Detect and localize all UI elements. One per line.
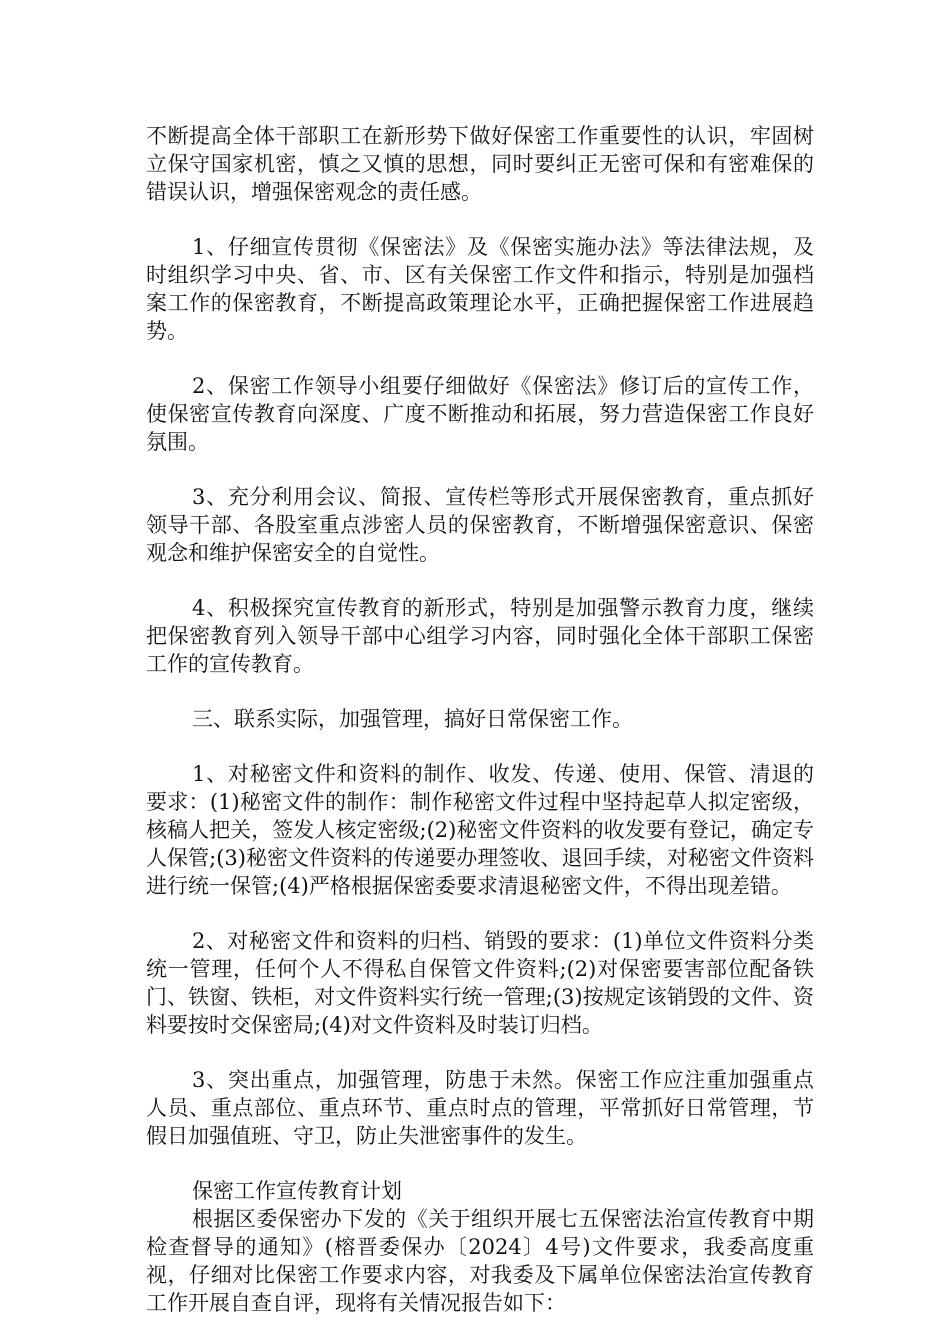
- plan-title: 保密工作宣传教育计划: [192, 1179, 402, 1203]
- paragraph-intro: 不断提高全体干部职工在新形势下做好保密工作重要性的认识，牢固树立保守国家机密，慎之又慎的思想，同时要纠正无密可保和有密难保的错误认识，增强保密观念的责任感。: [146, 124, 814, 204]
- paragraph-section3-item-1: 1、对秘密文件和资料的制作、收发、传递、使用、保管、清退的要求：(1)秘密文件的制作：制作秘密文件过程中坚持起草人拟定密级，核稿人把关，签发人核定密级;(2)秘密文件资料的收发要有登记，确定专人保管;(3)秘密文件资料的传递要办理签收、退回手续，对秘密文件资料进行统一保管;(4)严格根据保密委要求清退秘密文件，不得出现差错。: [146, 762, 814, 898]
- paragraph-item-3: 3、充分利用会议、简报、宣传栏等形式开展保密教育，重点抓好领导干部、各股室重点涉密人员的保密教育，不断增强保密意识、保密观念和维护保密安全的自觉性。: [146, 485, 814, 565]
- paragraph-item-2: 2、保密工作领导小组要仔细做好《保密法》修订后的宣传工作，使保密宣传教育向深度、广度不断推动和拓展，努力营造保密工作良好氛围。: [146, 374, 814, 454]
- section-heading-3: 三、联系实际，加强管理，搞好日常保密工作。: [192, 707, 633, 731]
- paragraph-item-4: 4、积极探究宣传教育的新形式，特别是加强警示教育力度，继续把保密教育列入领导干部中心组学习内容，同时强化全体干部职工保密工作的宣传教育。: [146, 596, 814, 676]
- paragraph-item-1: 1、仔细宣传贯彻《保密法》及《保密实施办法》等法律法规，及时组织学习中央、省、市、区有关保密工作文件和指示，特别是加强档案工作的保密教育，不断提高政策理论水平，正确把握保密工作进展趋势。: [146, 235, 814, 343]
- paragraph-section3-item-3: 3、突出重点，加强管理，防患于未然。保密工作应注重加强重点人员、重点部位、重点环节、重点时点的管理，平常抓好日常管理，节假日加强值班、守卫，防止失泄密事件的发生。: [146, 1068, 814, 1148]
- paragraph-plan-intro: 根据区委保密办下发的《关于组织开展七五保密法治宣传教育中期检查督导的通知》(榕晋委保办〔2024〕4号)文件要求，我委高度重视，仔细对比保密工作要求内容，对我委及下属单位保密法治宣传教育工作开展自查自评，现将有关情况报告如下：: [146, 1207, 814, 1315]
- paragraph-section3-item-2: 2、对秘密文件和资料的归档、销毁的要求：(1)单位文件资料分类统一管理，任何个人不得私自保管文件资料;(2)对保密要害部位配备铁门、铁窗、铁柜，对文件资料实行统一管理;(3)按规定该销毁的文件、资料要按时交保密局;(4)对文件资料及时装订归档。: [146, 929, 814, 1037]
- document-body: [146, 122, 814, 1317]
